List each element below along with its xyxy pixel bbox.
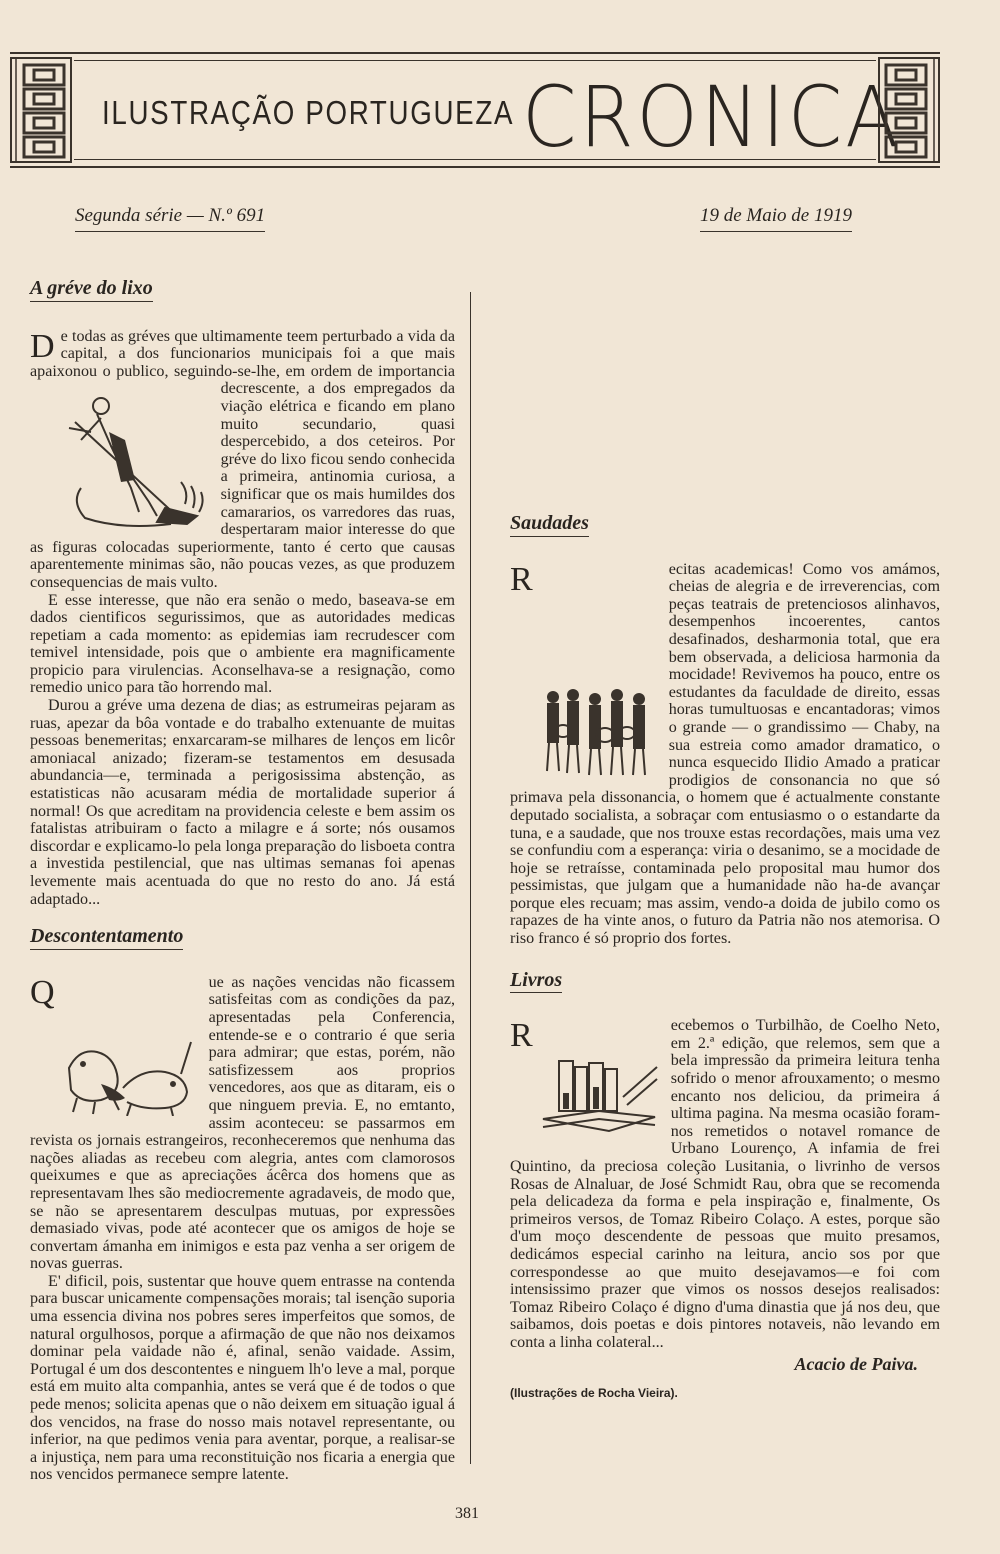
article-paragraph: ue as nações vencidas não ficassem satisfeitas com as condições da paz, apresentadas pela Conferencia, entende-se e o contrario é que seria para admirar; que estas, porém, não satisfizessem aos proprios vencedores, aos que as ditaram, eis o que ninguem previa. E, no emtanto, assim aconteceu: se passarmos em revista os jornais estrangeiros, reconheceremos que nenhuma das nações aliadas as recebeu com alegria, antes com clamorosos queixumes e que as apreciações ácêrca dos homens que as representavam lhes são mediocremente agradaveis, de modo que, se não se apresentarem desculpas mutuas, por expressões demasiado vivas, pode até acontecer que os amigos de hoje se convertam ámanha em inimigos e esta paz venha a ser origem de novas guerras. — [30, 973, 455, 1273]
article-descontentamento — [30, 925, 455, 1484]
masthead-title: CRONICA — [522, 68, 902, 166]
article-paragraph: E esse interesse, que não era senão o medo, baseava-se em dados cientificos segurissimos, que as autoridades medicas repetiam a cada momento: as epidemias iam recrudescer com temivel intensidade, pois que o ambiente era magnificamente propicio para virulencias. Aconselhava-se a resignação, como remedio unico para tão horrendo mal. — [30, 591, 455, 697]
article-paragraph: ecitas academicas! Como vos amámos, cheias de alegria e de irreverencias, com peças teatrais de pretenciosos alinhavos, desempenhos incoerentes, cantos desafinados, desharmonia total, que era bem observada, a deliciosa harmonia da mocidade! Revivemos ha pouco, entre os estudantes da faculdade de direito, essas horas tumultuosas e encantadoras; vimos o grande — o grandissimo — Chaby, na sua estreia como amador dramatico, o nunca esquecido Ilidio Amado a praticar prodigios de consonancia no que só primava pela dissonancia, o homem que é actualmente constante deputado socialista, a sobraçar com entusiasmo o o estandarte da tuna, e a saudade, que nos trouxe estas recordações, mais uma vez se confundiu com a esperança: viria o desanimo, se a mocidade de hoje se retraísse, contaminada pelo proposital mau humor dos pessimistas, que julgam que a humanidade não ha-de avançar porque eles recuam; mas assim, vendo-a doida de jubilo como os rapazes de ha vinte anos, o futuro da Patria não nos atemorisa. O riso franco é só proprio dos fortes. — [510, 560, 940, 948]
article-greve-do-lixo — [30, 277, 455, 908]
masthead-inner-rule — [74, 60, 876, 61]
fighting-dogs-illustration — [61, 1028, 197, 1116]
street-sweeper-illustration — [61, 392, 209, 532]
drop-cap: R — [510, 1017, 533, 1055]
drop-cap: R — [510, 560, 533, 598]
page-number: 381 — [455, 1505, 479, 1522]
column-divider — [470, 292, 471, 1464]
drop-cap: D — [30, 327, 55, 365]
article-paragraph: e todas as gréves que ultimamente teem perturbado a vida da capital, a dos funcionarios municipais foi a que mais apaixonou o publico, seguindo-se-lhe, em ordem de importancia decrescente, a dos empregados da viação elétrica e ficando em plano muito secundario, quasi despercebido, a dos ceteiros. Por gréve do lixo ficou sendo conhecida a primeira, antinomia curiosa, a significar que os mais humildes dos camararios, os varredores das ruas, despertaram maior interesse do que as figuras colocadas superiormente, tanto é certo que causas aparentemente minimas são, não poucas vezes, as que produzem consequencias de mais vulto. — [30, 327, 455, 591]
article-paragraph: ecebemos o Turbilhão, de Coelho Neto, em 2.ª edição, que relemos, sem que a bela impressão da primeira leitura tenha sofrido o menor afrouxamento; o mesmo encanto nos deliciou, da primeira á ultima pagina. Na mesma ocasião foram-nos remetidos o notavel romance de Urbano Lourenço, A infamia de frei Quintino, da preciosa coleção Lusitania, o livrinho de versos Rosas de Alnaluar, de José Schmidt Rau, obra que se recomenda pela delicadeza da forma e pela inspiração e, finalmente, Os primeiros versos, de Tomaz Ribeiro Colaço. A estes, porque são d'um moço descendente de pessoas que muito presamos, dedicámos especial carinho na leitura, ancio sos por que correspondesse ao que muito desejavamos—e foi com intensissimo prazer que vimos os nossos desejos realisados: Tomaz Ribeiro Colaço é digno d'uma dinastia que já nos deu, que saibamos, dois poetas e dois pintores notaveis, não levando em conta a linha colateral... — [510, 1017, 940, 1351]
greek-key-ornament-icon — [10, 57, 72, 163]
article-heading: Livros — [510, 972, 562, 994]
article-saudades — [510, 512, 940, 948]
article-paragraph: E' dificil, pois, sustentar que houve quem entrasse na contenda para buscar unicamente compensações morais; tal isenção suporia uma essencia divina nos pobres seres imperfeitos que somos, de natural orgulhosos, porque a afirmação de que não nos deixamos dominar pela vaidade não é, afinal, senão vaidade. Assim, Portugal é um dos descontentes e ninguem lh'o leve a mal, porque está em muito alta companhia, antes se verá que é de todos o que pede menos; solicita apenas que o não deixem em situação igual á dos vencidos, na frase do nosso mais notavel representante, ou inferior, na que pedimos venia para aventar, porque, a realisar-se a injustiça, nem para uma reconstituição nos ficaria a energia que nos vencidos permanece sempre latente. — [30, 1272, 455, 1484]
illustration-credit: (Ilustrações de Rocha Vieira). — [510, 1386, 678, 1401]
student-band-illustration — [539, 685, 657, 777]
masthead-subtitle: ILUSTRAÇÃO PORTUGUEZA — [102, 94, 515, 131]
article-heading: Saudades — [510, 515, 589, 537]
article-paragraph: Durou a gréve uma dezena de dias; as estrumeiras pejaram as ruas, apezar da bôa vontade e do trabalho extenuante de muitas pessoas benemeritas; enxarcaram-se milhares de lenços em licôr amoniacal anizado; fizeram-se testamentos em desusada abundancia—e, terminada a perigosissima abstenção, as estatisticas não acusaram média de mortalidade superior á normal! Os que acreditam na providencia celeste e bem assim os fatalistas atribuiram o facto a milagre e á sorte; nós ousamos discordar e explicamo-lo pela longa preparação do lisboeta contra a investida pestilencial, que nas ultimas semanas foi apenas levemente mais acentuada do que no resto do ano. Já está adaptado... — [30, 697, 455, 908]
issue-date: 19 de Maio de 1919 — [700, 205, 852, 232]
books-illustration — [539, 1057, 659, 1139]
article-heading: A gréve do lixo — [30, 280, 153, 302]
issue-series: Segunda série — N.º 691 — [75, 205, 265, 232]
author-signature: Acacio de Paiva. — [794, 1353, 918, 1374]
left-column — [30, 277, 455, 1484]
article-heading: Descontentamento — [30, 928, 183, 950]
article-livros — [510, 968, 940, 1403]
drop-cap: Q — [30, 973, 55, 1011]
right-column — [510, 287, 940, 1403]
greek-key-ornament-icon — [878, 57, 940, 163]
masthead — [10, 52, 940, 168]
